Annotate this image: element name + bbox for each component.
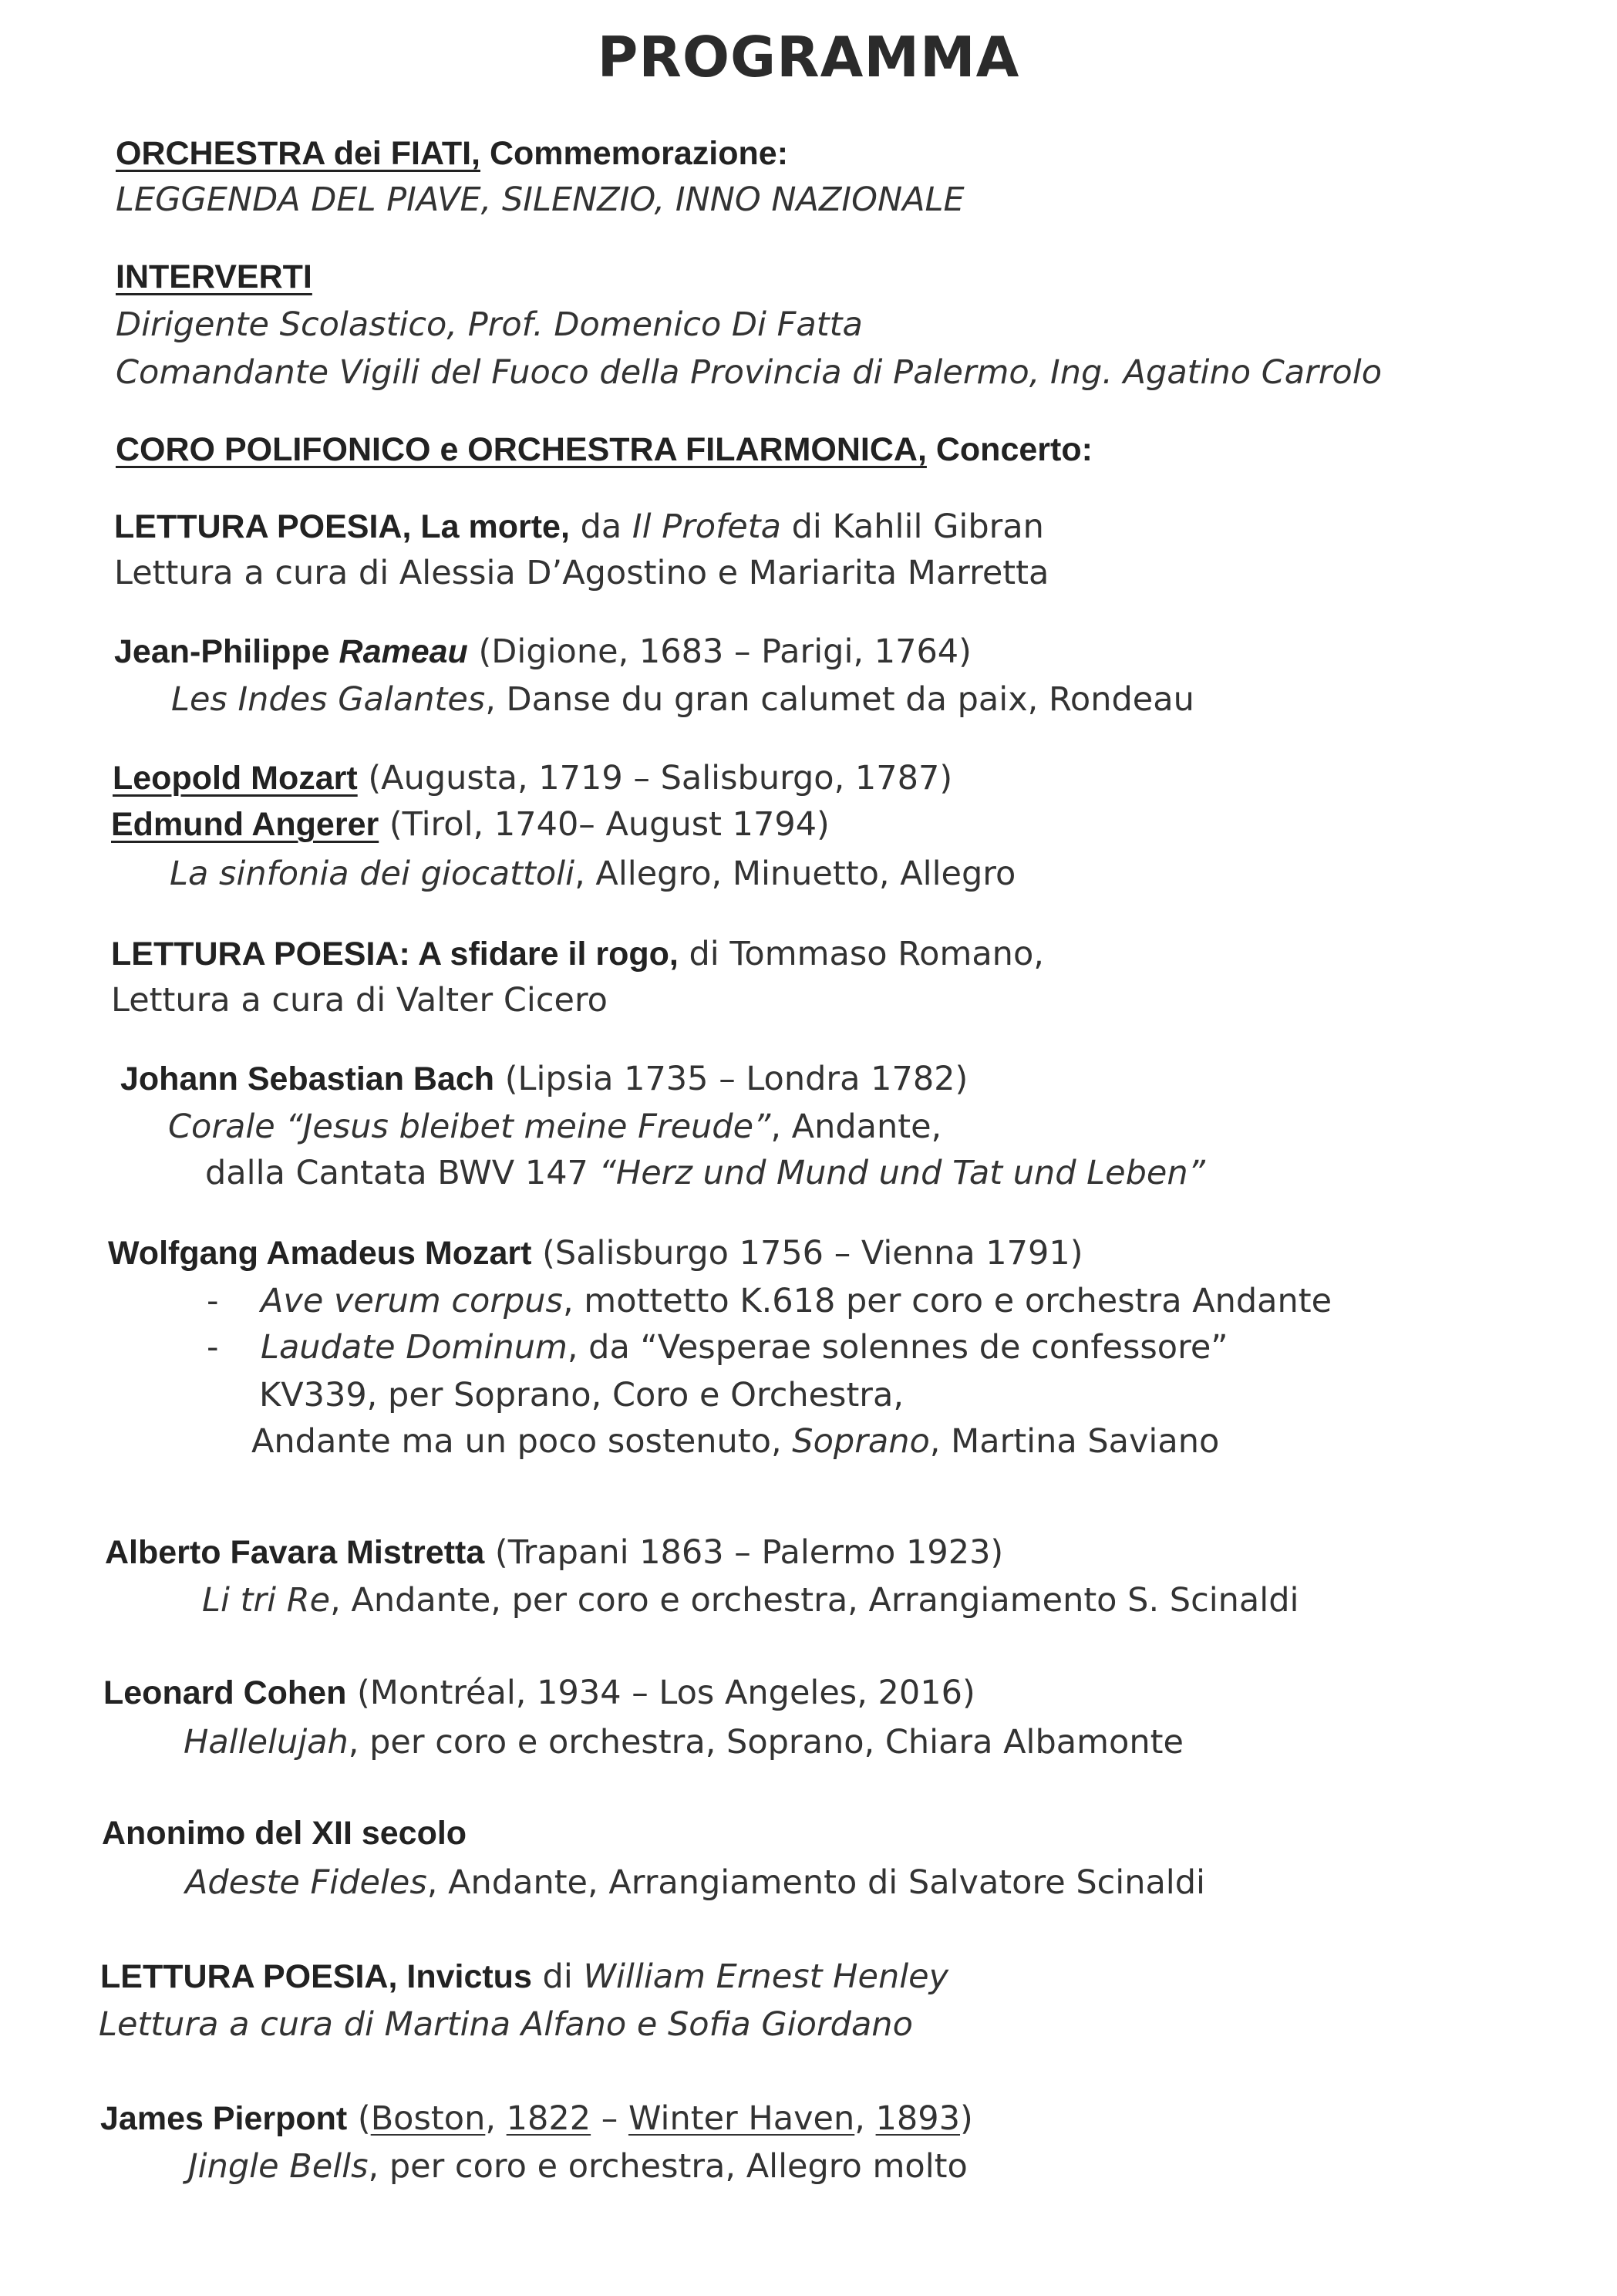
composer-angerer [111,804,830,845]
soloist: , Martina Saviano [929,1422,1220,1461]
work-title: Jingle Bells [188,2147,369,2186]
speaker-2: Comandante Vigili del Fuoco della Provincia di Palermo, Ing. Agatino Carrolo [116,353,1382,392]
work-title: La sinfonia dei giocattoli [170,855,575,893]
work-title: Laudate Dominum [261,1328,568,1367]
composer-favara [105,1532,1003,1573]
composer-dates: (Digione, 1683 – Parigi, 1764) [467,632,972,671]
birth-place-link: Boston [370,2099,486,2138]
composer-cohen [103,1672,975,1714]
piece-line [261,1327,1228,1368]
text-fragment: di [531,1957,584,1996]
piece-details: KV339, per Soprano, Coro e Orchestra, [259,1376,905,1414]
composer-name: Leonard Cohen [103,1674,347,1711]
reading-a-sfidare-il-rogo [111,933,1044,975]
text-fragment: di Kahlil Gibran [780,507,1044,546]
text-fragment: ) [960,2099,973,2138]
piece-details: , da “Vesperae solennes de confessore” [567,1328,1228,1367]
piece-details: , Allegro, Minuetto, Allegro [574,855,1016,893]
reading-credits: Lettura a cura di Alessia D’Agostino e Mariarita Marretta [114,554,1049,592]
composer-name: Johann Sebastian Bach [120,1060,495,1097]
piece-details: , mottetto K.618 per coro e orchestra Andante [562,1282,1332,1320]
death-year-link: 1893 [875,2099,961,2138]
reading-credits: Lettura a cura di Valter Cicero [111,981,608,1020]
composer-dates: (Trapani 1863 – Palermo 1923) [484,1533,1004,1572]
piece-line [184,1721,1184,1763]
piece-details: , Danse du gran calumet da paix, Rondeau [485,680,1194,719]
piece-line [251,1421,1219,1462]
composer-name: Edmund Angerer [111,806,379,843]
composer-dates: (Augusta, 1719 – Salisburgo, 1787) [357,759,953,797]
list-bullet: - [207,1282,219,1320]
piece-details: , Andante, per coro e orchestra, Arrangiamento S. Scinaldi [330,1581,1299,1620]
reading-author: di Tommaso Romano, [678,935,1044,973]
composer-bach [120,1058,968,1100]
section-interventi-heading: INTERVERTI [116,258,312,295]
reading-title: LETTURA POESIA, La morte, [114,508,570,545]
composer-wa-mozart [108,1232,1083,1274]
work-title: Corale “Jesus bleibet meine Freude” [168,1108,771,1146]
text-fragment: – [591,2099,628,2138]
commemoration-pieces: LEGGENDA DEL PIAVE, SILENZIO, INNO NAZIONALE [116,180,965,219]
work-title: Les Indes Galantes [171,680,486,719]
work-title: Il Profeta [632,507,781,546]
heading-suffix: Commemorazione: [480,135,789,172]
death-place-link: Winter Haven [628,2099,855,2138]
work-title: Li tri Re [202,1581,331,1620]
piece-line [170,853,1016,895]
composer-dates: (Tirol, 1740– August 1794) [379,805,830,844]
piece-line [261,1280,1332,1322]
composer-surname: Rameau [339,633,468,670]
composer-name: Wolfgang Amadeus Mozart [108,1235,532,1272]
composer-name: Jean-Philippe [114,633,339,670]
piece-details: , Andante, Arrangiamento di Salvatore Scinaldi [426,1863,1205,1902]
reading-credits: Lettura a cura di Martina Alfano e Sofia Giordano [99,2005,913,2044]
heading-suffix: Concerto: [926,431,1093,468]
text-fragment: , [854,2099,876,2138]
list-bullet: - [207,1328,219,1367]
reading-la-morte [114,506,1044,548]
page-title: PROGRAMMA [597,25,1020,89]
text-fragment: , [485,2099,507,2138]
work-title: Ave verum corpus [261,1282,563,1320]
ensemble-name: ORCHESTRA dei FIATI, [116,135,480,172]
reading-author: William Ernest Henley [583,1957,949,1996]
piece-line [168,1106,942,1148]
work-title: Hallelujah [184,1723,349,1762]
voice-part: Soprano [792,1422,930,1461]
piece-details: , per coro e orchestra, Soprano, Chiara Albamonte [348,1723,1184,1762]
composer-anonimo: Anonimo del XII secolo [102,1815,467,1852]
piece-details: Andante ma un poco sostenuto, [251,1422,793,1461]
work-title: Adeste Fideles [185,1863,427,1902]
composer-dates: (Salisburgo 1756 – Vienna 1791) [531,1234,1083,1273]
reading-title: LETTURA POESIA, Invictus [100,1958,532,1995]
text-fragment: ( [347,2099,371,2138]
piece-line [202,1580,1299,1621]
reading-title: LETTURA POESIA: A sfidare il rogo, [111,936,679,973]
composer-rameau [114,631,972,673]
section-orchestra-fiati-heading [116,133,788,174]
piece-line [171,679,1194,720]
composer-name: Alberto Favara Mistretta [105,1534,485,1571]
piece-details: dalla Cantata BWV 147 [205,1154,599,1192]
speaker-1: Dirigente Scolastico, Prof. Domenico Di Fatta [116,305,863,344]
composer-name: Leopold Mozart [113,760,358,797]
composer-dates: (Lipsia 1735 – Londra 1782) [494,1060,969,1098]
composer-dates: (Montréal, 1934 – Los Angeles, 2016) [346,1674,975,1712]
piece-line [185,1862,1205,1903]
piece-details: , per coro e orchestra, Allegro molto [368,2147,968,2186]
piece-line [205,1152,1205,1194]
composer-name: James Pierpont [100,2100,348,2137]
work-title: “Herz und Mund und Tat und Leben” [598,1154,1205,1192]
piece-details: , Andante, [770,1108,942,1146]
piece-line [188,2146,968,2187]
text-fragment: da [569,507,632,546]
composer-leopold-mozart [113,757,952,799]
reading-invictus [100,1956,948,1998]
ensemble-name: CORO POLIFONICO e ORCHESTRA FILARMONICA, [116,431,927,468]
birth-year-link: 1822 [506,2099,591,2138]
section-coro-heading [116,429,1093,470]
composer-pierpont [100,2098,973,2139]
